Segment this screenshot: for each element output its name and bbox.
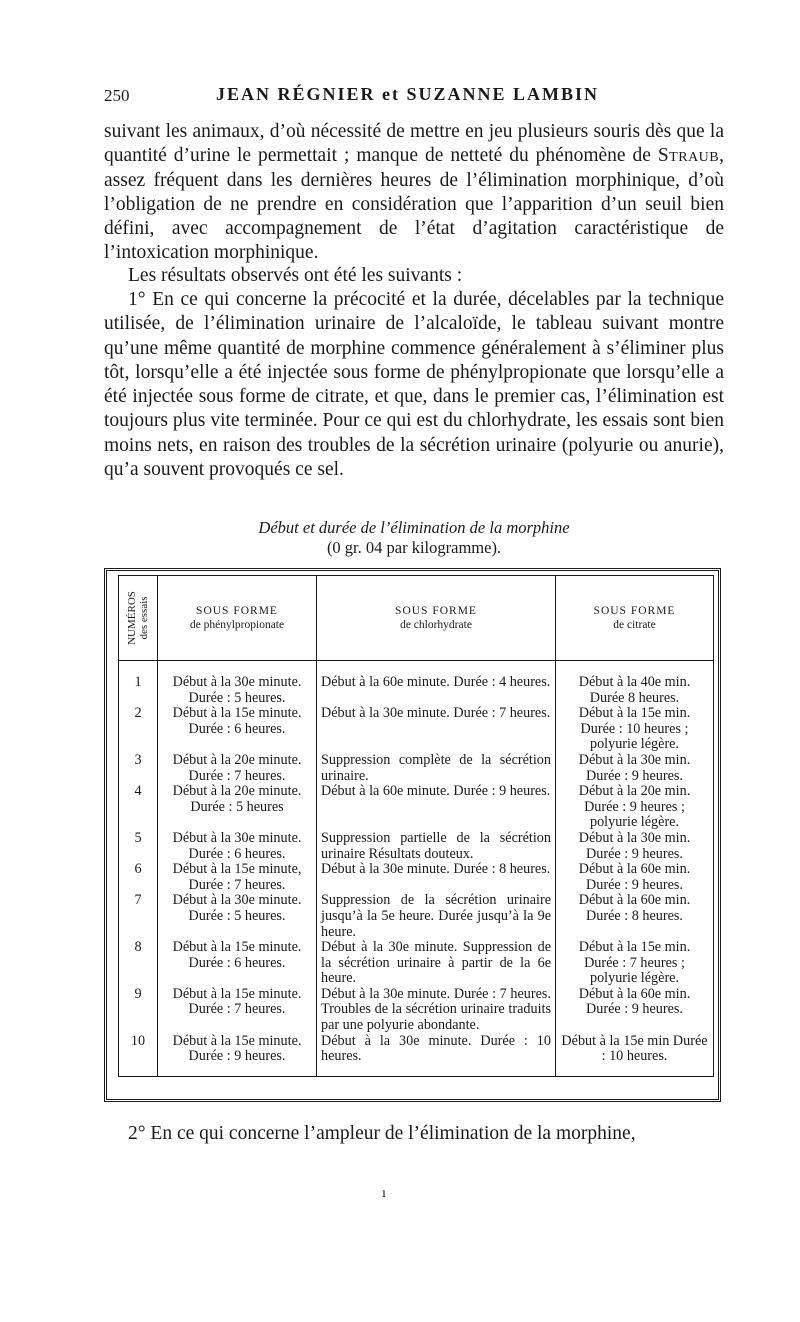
row-number: 2 bbox=[119, 706, 158, 753]
row-number: 3 bbox=[119, 753, 158, 784]
cell-citrate: Début à la 15e min. Durée : 7 heures ; polyurie légère. bbox=[556, 940, 714, 987]
table-row bbox=[119, 784, 714, 831]
cell-chlorhydrate: Début à la 30e minute. Durée : 8 heures. bbox=[317, 862, 556, 893]
cell-chlorhydrate: Suppression de la sécrétion urinaire jusqu’à la 5e heure. Durée jusqu’à la 9e heure. bbox=[317, 893, 556, 940]
cell-citrate: Début à la 60e min. Durée : 8 heures. bbox=[556, 893, 714, 940]
cell-phenylpropionate: Début à la 15e minute, Durée : 7 heures. bbox=[158, 862, 317, 893]
cell-citrate: Début à la 30e min. Durée : 9 heures. bbox=[556, 831, 714, 862]
cell-citrate: Début à la 30e min. Durée : 9 heures. bbox=[556, 753, 714, 784]
paragraph-1-before: suivant les animaux, d’où nécessité de mettre en jeu plusieurs souris dès que la quantité d’urine le permettait ; manque de netteté du phénomène de bbox=[104, 121, 724, 167]
caption-subtitle: (0 gr. 04 par kilogramme). bbox=[326, 538, 502, 557]
row-number: 7 bbox=[119, 893, 158, 940]
table-caption bbox=[104, 518, 724, 558]
cell-phenylpropionate: Début à la 30e minute. Durée : 5 heures. bbox=[158, 675, 317, 706]
header-chlorhydrate bbox=[317, 576, 556, 661]
cell-chlorhydrate: Début à la 60e minute. Durée : 9 heures. bbox=[317, 784, 556, 831]
paragraph-2: Les résultats observés ont été les suivants : bbox=[128, 265, 463, 286]
cell-citrate: Début à la 60e min. Durée : 9 heures. bbox=[556, 987, 714, 1034]
header-phenyl-sub: de phénylpropionate bbox=[189, 619, 285, 631]
paragraph-1-after: , assez fréquent dans les dernières heures de l’élimination morphinique, d’où l’obligation de ne prendre en considération que l’apparition d’un seuil bien défini, avec accompagnement de l’état d’agitation caractéristique de l’intoxication morphinique. bbox=[104, 145, 724, 264]
cell-chlorhydrate: Début à la 30e minute. Durée : 7 heures. bbox=[317, 706, 556, 753]
table-row bbox=[119, 940, 714, 987]
cell-phenylpropionate: Début à la 15e minute. Durée : 9 heures. bbox=[158, 1034, 317, 1077]
cell-phenylpropionate: Début à la 20e minute. Durée : 7 heures. bbox=[158, 753, 317, 784]
paragraph-3: 1° En ce qui concerne la précocité et la durée, décelables par la technique utilisée, de l’élimination urinaire de l’alcaloïde, le tableau suivant montre qu’une même quantité de morphine commence généralement à s’éliminer plus tôt, lorsqu’elle a été injectée sous forme de phénylpropionate que lorsqu’elle a été injectée sous forme de citrate, et que, dans le premier cas, l’élimination est toujours plus vite terminée. Pour ce qui est du chlorhydrate, les essais sont bien moins nets, en raison des troubles de la sécrétion urinaire (polyurie ou anurie), qu’a souvent provoqués ce sel. bbox=[104, 289, 724, 481]
table-row bbox=[119, 893, 714, 940]
page-number: 250 bbox=[104, 86, 130, 105]
cell-chlorhydrate: Début à la 30e minute. Suppression de la sécrétion urinaire à partir de la 6e heure. bbox=[317, 940, 556, 987]
cell-chlorhydrate: Début à la 30e minute. Durée : 10 heures. bbox=[317, 1034, 556, 1077]
paragraph-last: 2° En ce qui concerne l’ampleur de l’élimination de la morphine, bbox=[128, 1123, 636, 1144]
table-row bbox=[119, 987, 714, 1034]
table-frame bbox=[104, 568, 721, 1102]
cell-phenylpropionate: Début à la 30e minute. Durée : 5 heures. bbox=[158, 893, 317, 940]
header-citrate-main: SOUS FORME bbox=[593, 605, 676, 617]
cell-chlorhydrate: Début à la 60e minute. Durée : 4 heures. bbox=[317, 675, 556, 706]
paragraph-1 bbox=[104, 120, 724, 266]
cell-citrate: Début à la 60e min. Durée : 9 heures. bbox=[556, 862, 714, 893]
cell-citrate: Début à la 40e min. Durée 8 heures. bbox=[556, 675, 714, 706]
caption-title: Début et durée de l’élimination de la morphine bbox=[258, 518, 570, 537]
table-row bbox=[119, 675, 714, 706]
results-table bbox=[118, 575, 714, 1077]
header-chlor-main: SOUS FORME bbox=[395, 605, 477, 617]
cell-citrate: Début à la 15e min. Durée : 10 heures ; polyurie légère. bbox=[556, 706, 714, 753]
row-number: 1 bbox=[119, 675, 158, 706]
table-header-row bbox=[119, 576, 714, 661]
header-citrate bbox=[556, 576, 714, 661]
table-row bbox=[119, 831, 714, 862]
header-citrate-sub: de citrate bbox=[613, 619, 656, 631]
cell-phenylpropionate: Début à la 30e minute. Durée : 6 heures. bbox=[158, 831, 317, 862]
cell-phenylpropionate: Début à la 15e minute. Durée : 6 heures. bbox=[158, 706, 317, 753]
row-number: 8 bbox=[119, 940, 158, 987]
header-title: JEAN RÉGNIER et SUZANNE LAMBIN bbox=[216, 84, 600, 104]
author-name-straub: Straub bbox=[657, 145, 720, 167]
header-numeros bbox=[119, 576, 158, 661]
header-phenylpropionate bbox=[158, 576, 317, 661]
table-row bbox=[119, 753, 714, 784]
cell-citrate: Début à la 20e min. Durée : 9 heures ; polyurie légère. bbox=[556, 784, 714, 831]
header-numeros-rotated bbox=[126, 591, 150, 645]
cell-chlorhydrate: Début à la 30e minute. Durée : 7 heures. Troubles de la sécrétion urinaire traduits par une polyurie abondante. bbox=[317, 987, 556, 1034]
cell-chlorhydrate: Suppression complète de la sécrétion urinaire. bbox=[317, 753, 556, 784]
header-phenyl-main: SOUS FORME bbox=[196, 605, 278, 617]
row-number: 9 bbox=[119, 987, 158, 1034]
header-chlor-sub: de chlorhydrate bbox=[400, 619, 472, 631]
cell-phenylpropionate: Début à la 20e minute. Durée : 5 heures bbox=[158, 784, 317, 831]
table-row bbox=[119, 862, 714, 893]
cell-chlorhydrate: Suppression partielle de la sécrétion urinaire Résultats douteux. bbox=[317, 831, 556, 862]
table-spacer-row bbox=[119, 661, 714, 676]
stray-mark: ı bbox=[382, 1186, 386, 1200]
running-header bbox=[104, 84, 724, 108]
table-row bbox=[119, 1034, 714, 1077]
cell-phenylpropionate: Début à la 15e minute. Durée : 7 heures. bbox=[158, 987, 317, 1034]
row-number: 10 bbox=[119, 1034, 158, 1077]
cell-phenylpropionate: Début à la 15e minute. Durée : 6 heures. bbox=[158, 940, 317, 987]
row-number: 6 bbox=[119, 862, 158, 893]
row-number: 5 bbox=[119, 831, 158, 862]
table-row bbox=[119, 706, 714, 753]
row-number: 4 bbox=[119, 784, 158, 831]
header-numeros-line2: des essais bbox=[138, 596, 150, 640]
header-numeros-line1: NUMÉROS bbox=[126, 591, 138, 645]
cell-citrate: Début à la 15e min Durée : 10 heures. bbox=[556, 1034, 714, 1077]
